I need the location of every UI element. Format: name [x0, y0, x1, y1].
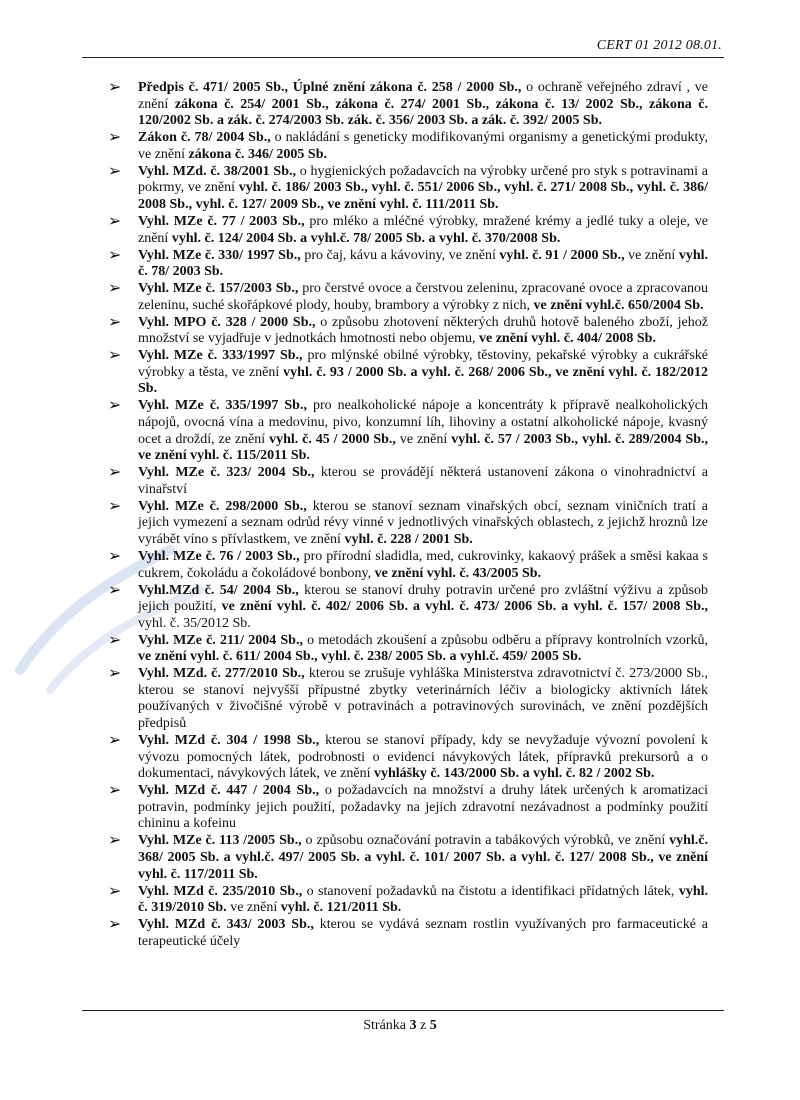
regulation-description: o způsobu označování potravin a tabákových výrobků, ve znění: [301, 833, 670, 849]
regulation-reference: Vyhl. MZd č. 343/ 2003 Sb.,: [138, 917, 314, 933]
list-item: [104, 130, 708, 163]
regulation-reference: ve znění vyhl. č. 404/ 2008 Sb.: [479, 331, 656, 347]
regulation-reference: vyhl. č. 186/ 2003 Sb., vyhl. č. 551/ 2006 Sb., vyhl. č. 271/ 2008 Sb., vyhl. č. 386/ 2008 Sb., vyhl. č. 127/ 2009 Sb., ve znění vyhl. č. 111/2011 Sb.: [138, 180, 708, 212]
regulation-description: kterou se stanoví případy, kdy se nevyžaduje vývozní povolení k vývozu pomocných látek, podrobnosti o evidenci návykových látek, přípravků prekursorů a o dokumentaci, návykových látek, ve znění: [138, 733, 708, 782]
list-item: [104, 917, 708, 950]
arrow-bullet-icon: ➢: [108, 832, 122, 850]
list-item: [104, 666, 708, 732]
arrow-bullet-icon: ➢: [108, 79, 122, 96]
regulation-description: kterou se stanoví seznam vinařských obcí, seznam viničních tratí a jejich vymezení a seznam odrůd révy vinné v jednotlivých vinařských oblastech, z jejichž hroznů lze vyrábět víno s přívlastkem, ve znění: [138, 498, 709, 547]
page-label: Stránka: [363, 1018, 407, 1033]
arrow-bullet-icon: ➢: [108, 464, 122, 482]
page-total: 5: [429, 1018, 437, 1033]
regulation-reference: vyhl. č. 228 / 2001 Sb.: [344, 531, 473, 547]
regulation-reference: Zákon č. 78/ 2004 Sb.,: [138, 130, 271, 146]
regulation-description: ve znění: [624, 247, 679, 263]
arrow-bullet-icon: ➢: [108, 497, 122, 515]
regulation-description: pro přírodní sladidla, med, cukrovinky, kakaový prášek a směsi kakaa s cukrem, čokoládu a čokoládové bonbony,: [138, 548, 708, 581]
arrow-bullet-icon: ➢: [108, 916, 122, 934]
arrow-bullet-icon: ➢: [108, 732, 122, 750]
regulation-reference: vyhl. č. 91 / 2000 Sb.,: [499, 247, 625, 263]
arrow-bullet-icon: ➢: [108, 547, 122, 565]
page-separator: z: [420, 1018, 427, 1033]
regulation-reference: ve znění vyhl. č. 402/ 2006 Sb. a vyhl. č. 473/ 2006 Sb. a vyhl. č. 157/ 2008 Sb.,: [221, 599, 708, 615]
arrow-bullet-icon: ➢: [108, 129, 122, 147]
page-number: [0, 1018, 800, 1034]
regulation-reference: Vyhl. MZe č. 76 / 2003 Sb.,: [138, 548, 300, 564]
regulation-reference: Vyhl. MZe č. 330/ 1997 Sb.,: [138, 247, 301, 263]
regulation-reference: Vyhl. MZe č. 323/ 2004 Sb.,: [138, 465, 315, 481]
regulation-reference: Vyhl. MZe č. 113 /2005 Sb.,: [138, 833, 302, 849]
regulation-reference: Vyhl. MZd č. 235/2010 Sb.,: [138, 883, 303, 899]
regulation-description: kterou se provádějí některá ustanovení zákona o vinohradnictví a vinařství: [138, 465, 708, 497]
regulation-description: ve znění: [395, 431, 452, 447]
regulation-description: o způsobu zhotovení některých druhů hotově baleného zboží, jehož množství se vyjadřuje v jednotkách hmotnosti nebo objemu,: [138, 314, 708, 347]
arrow-bullet-icon: ➢: [108, 246, 122, 264]
regulation-reference: Vyhl. MZd. č. 38/2001 Sb.,: [138, 163, 296, 179]
regulation-reference: Vyhl. MZd. č. 277/2010 Sb.,: [138, 666, 305, 682]
regulation-description: o požadavcích na množství a druhy látek určených k aromatizaci potravin, podmínky jejich použití, požadavky na jejich zdravotní nezávadnost a podmínky použití chininu a kofeinu: [138, 783, 709, 832]
list-item: [104, 281, 708, 314]
regulation-reference: vyhl.č. 368/ 2005 Sb. a vyhl.č. 497/ 2005 Sb. a vyhl. č. 101/ 2007 Sb. a vyhl. č. 127/ 2008 Sb., ve znění vyhl. č. 117/2011 Sb.: [138, 833, 708, 882]
list-item: [104, 783, 708, 833]
regulation-reference: vyhl. č. 121/2011 Sb.: [280, 900, 402, 916]
list-item: [104, 348, 708, 398]
regulation-reference: ve znění vyhl. č. 43/2005 Sb.: [374, 565, 542, 581]
regulation-reference: zákona č. 254/ 2001 Sb., zákona č. 274/ 2001 Sb., zákona č. 13/ 2002 Sb., zákona č. 120/2002 Sb. a zák. č. 274/2003 Sb. zák. č. 356/ 2003 Sb. a zák. č. 392/ 2005 Sb.: [138, 96, 708, 129]
document-code: CERT 01 2012 08.01.: [596, 38, 722, 53]
regulation-reference: vyhl. č. 93 / 2000 Sb. a vyhl. č. 268/ 2006 Sb., ve znění vyhl. č. 182/2012 Sb.: [138, 364, 708, 397]
list-item: [104, 733, 708, 783]
arrow-bullet-icon: ➢: [108, 162, 122, 180]
footer-divider: [82, 1010, 724, 1011]
regulation-reference: Vyhl.MZd č. 54/ 2004 Sb.,: [138, 582, 299, 598]
regulation-reference: Vyhl. MZe č. 157/2003 Sb.,: [138, 281, 299, 297]
regulation-reference: vyhl. č. 124/ 2004 Sb. a vyhl.č. 78/ 2005 Sb. a vyhl. č. 370/2008 Sb.: [171, 230, 561, 246]
regulation-description: pro mléko a mléčné výrobky, mražené krémy a jedlé tuky a oleje, ve znění: [138, 213, 708, 246]
arrow-bullet-icon: ➢: [108, 347, 122, 365]
arrow-bullet-icon: ➢: [108, 882, 122, 900]
regulation-reference: vyhlášky č. 143/2000 Sb. a vyhl. č. 82 / 2002 Sb.: [373, 766, 655, 782]
arrow-bullet-icon: ➢: [108, 313, 122, 331]
list-item: [104, 465, 708, 498]
regulation-reference: vyhl. č. 57 / 2003 Sb., vyhl. č. 289/2004 Sb., ve znění vyhl. č. 115/2011 Sb.: [138, 431, 709, 464]
regulation-reference: Vyhl. MZe č. 77 / 2003 Sb.,: [138, 213, 305, 229]
regulation-description: pro nealkoholické nápoje a koncentráty k přípravě nealkoholických nápojů, ovocná vína a medovinu, pivo, konzumní líh, lihoviny a ostatní alkoholické nápoje, kvasný ocet a droždí, ze znění: [138, 398, 708, 447]
arrow-bullet-icon: ➢: [108, 665, 122, 683]
regulation-reference: vyhl. č. 78/ 2003 Sb.: [138, 247, 708, 280]
regulation-reference: Vyhl. MZe č. 298/2000 Sb.,: [138, 498, 307, 514]
arrow-bullet-icon: ➢: [108, 280, 122, 298]
regulation-reference: vyhl. č. 319/2010 Sb.: [138, 883, 708, 916]
arrow-bullet-icon: ➢: [108, 581, 122, 599]
regulation-description: kterou se stanoví druhy potravin určené pro zvláštní výživu a způsob jejich použití,: [138, 582, 708, 615]
list-item: [104, 833, 708, 883]
list-item: [104, 884, 708, 917]
regulation-reference: Vyhl. MZe č. 211/ 2004 Sb.,: [138, 632, 303, 648]
regulation-description: vyhl. č. 35/2012 Sb.: [138, 615, 251, 631]
regulation-description: pro čaj, kávu a kávoviny, ve znění: [300, 247, 500, 263]
regulation-description: o ochraně veřejného zdraví , ve znění: [138, 80, 708, 112]
regulation-reference: Vyhl. MPO č. 328 / 2000 Sb.,: [138, 314, 316, 330]
regulation-description: o nakládání s geneticky modifikovanými organismy a genetickými produkty, ve znění: [138, 130, 708, 162]
header-divider: [82, 57, 724, 58]
regulation-reference: zákona č. 346/ 2005 Sb.: [188, 146, 327, 162]
arrow-bullet-icon: ➢: [108, 397, 122, 415]
page-current: 3: [409, 1018, 417, 1033]
list-item: [104, 633, 708, 666]
arrow-bullet-icon: ➢: [108, 782, 122, 800]
regulation-description: pro mlýnské obilné výrobky, těstoviny, pekařské výrobky a cukrářské výrobky a těsta, ve znění: [138, 348, 708, 380]
regulation-reference: Vyhl. MZe č. 335/1997 Sb.,: [138, 398, 307, 414]
list-item: [104, 398, 708, 464]
regulation-reference: Předpis č. 471/ 2005 Sb., Úplné znění zákona č. 258 / 2000 Sb.,: [138, 80, 522, 95]
list-item: [104, 583, 708, 633]
regulation-description: pro čerstvé ovoce a čerstvou zeleninu, zpracované ovoce a zpracovanou zeleninu, suché skořápkové plody, houby, brambory a výrobky z nich,: [138, 281, 708, 313]
regulation-reference: ve znění vyhl.č. 650/2004 Sb.: [533, 297, 704, 313]
legislation-list: [104, 80, 708, 951]
regulation-description: o metodách zkoušení a způsobu odběru a přípravy kontrolních vzorků,: [302, 632, 708, 648]
list-item: [104, 248, 708, 281]
regulation-reference: Vyhl. MZd č. 304 / 1998 Sb.,: [138, 733, 320, 749]
list-item: [104, 315, 708, 348]
regulation-description: o hygienických požadavcích na výrobky určené pro styk s potravinami a pokrmy, ve znění: [138, 163, 709, 196]
regulation-reference: Vyhl. MZd č. 447 / 2004 Sb.,: [138, 783, 320, 799]
regulation-description: o stanovení požadavků na čistotu a identifikaci přídatných látek,: [302, 883, 679, 899]
list-item: [104, 80, 708, 130]
arrow-bullet-icon: ➢: [108, 212, 122, 230]
list-item: [104, 164, 708, 214]
list-item: [104, 549, 708, 582]
list-item: [104, 214, 708, 247]
regulation-description: ve znění: [226, 900, 281, 916]
regulation-reference: ve znění vyhl. č. 611/ 2004 Sb., vyhl. č. 238/ 2005 Sb. a vyhl.č. 459/ 2005 Sb.: [138, 649, 582, 665]
regulation-reference: Vyhl. MZe č. 333/1997 Sb.,: [138, 348, 303, 364]
regulation-description: kterou se zrušuje vyhláška Ministerstva zdravotnictví č. 273/2000 Sb., kterou se stanoví nejvyšší přípustné zbytky veterinárních léčiv a biologicky aktivních látek používaných v živočišné výrobě v potravinách a potravinových surovinách, ve znění pozdějších předpisů: [138, 666, 708, 732]
arrow-bullet-icon: ➢: [108, 631, 122, 649]
regulation-description: kterou se vydává seznam rostlin využívaných pro farmaceutické a terapeutické účely: [138, 917, 708, 949]
regulation-reference: vyhl. č. 45 / 2000 Sb.,: [269, 431, 396, 447]
list-item: [104, 499, 708, 549]
